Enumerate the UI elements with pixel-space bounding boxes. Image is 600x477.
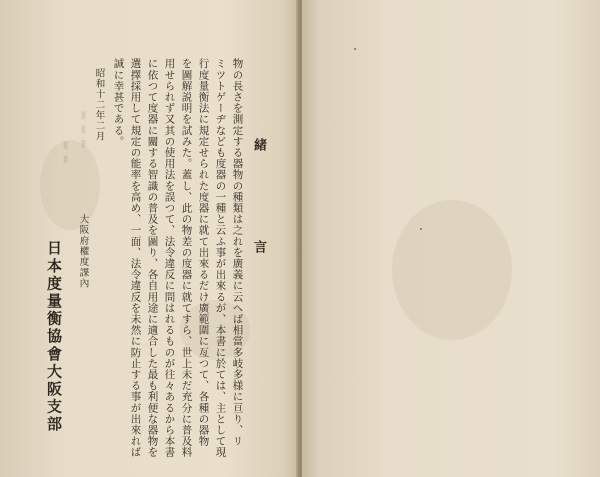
body-line-4: を圖解説明を試みた。蓋し、此の物差の度器に就てすら、世上未だ充分に普及料 — [180, 58, 193, 458]
date-line: 昭和十二年二月 — [93, 68, 105, 142]
organization-name: 日本度量衡協會大阪支部 — [45, 240, 63, 434]
body-line-7: 選擇採用して規定の能率を高め、一面、法令違反を未然に防止する事が出來れば — [129, 58, 142, 458]
left-page: ▮ ▮ ▮ ▮ ▮ 緒 言 物の長さを測定する器物の種類は之れを廣義に云へば相當多岐多様に亘り、リ ミツトゲーヂなども度器の一種と云ふ事が出來るが、本書に於ては、主として現 行度量衡法に規定せられた度器に就て出來るだけ廣範圍に亙つて、各種の器物 を圖解説明を試みた。蓋し、此の物差の度器に就てすら、世上未だ充分に普及料 用せられず又其の使用法を誤つて、法令違反に問はれるものが往々あるから本書 に依つて度器に關する智識の普及を圖り、各自用途に適合した最も利便な器物を 選擇採用して規定の能率を高め、一面、法令違反を未然に防止する事が出來れば 誠に幸甚である。 昭和十二年二月 大阪府權度課內 日本度量衡協會大阪支部 — [0, 0, 298, 477]
body-line-3: 行度量衡法に規定せられた度器に就て出來るだけ廣範圍に亙つて、各種の器物 — [197, 58, 210, 447]
body-line-5: 用せられず又其の使用法を誤つて、法令違反に問はれるものが往々あるから本書 — [163, 58, 176, 458]
paper-speck — [420, 228, 422, 230]
body-line-6: に依つて度器に關する智識の普及を圖り、各自用途に適合した最も利便な器物を — [146, 58, 159, 458]
preface-title: 緒 言 — [251, 138, 266, 291]
body-line-1: 物の長さを測定する器物の種類は之れを廣義に云へば相當多岐多様に亘り、リ — [231, 58, 244, 447]
right-page — [302, 0, 600, 477]
body-line-2: ミツトゲーヂなども度器の一種と云ふ事が出來るが、本書に於ては、主として現 — [214, 58, 227, 458]
body-line-8: 誠に幸甚である。 — [112, 58, 125, 147]
place-line: 大阪府權度課內 — [77, 214, 89, 289]
paper-speck — [354, 48, 356, 50]
